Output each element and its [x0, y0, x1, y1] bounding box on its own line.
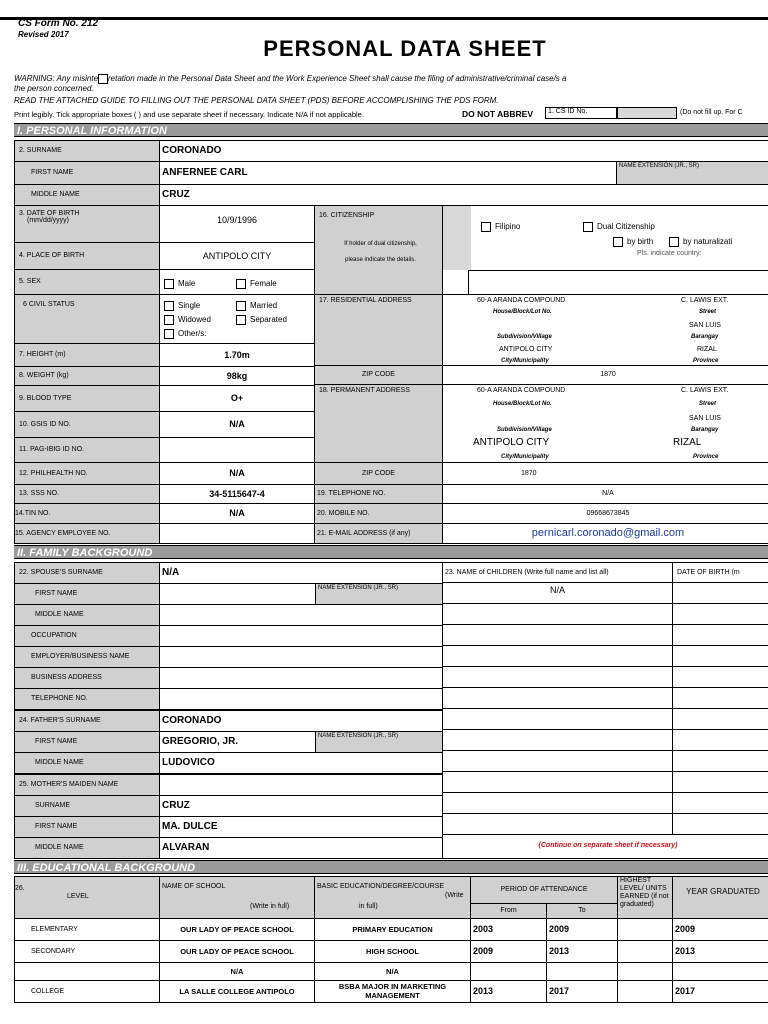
checkbox-icon[interactable]: [236, 279, 246, 289]
pob-label: 4. PLACE OF BIRTH: [14, 242, 160, 270]
in-full: in full): [359, 903, 378, 910]
checkbox-icon[interactable]: [481, 222, 491, 232]
civil-status-label: 6 CIVIL STATUS: [14, 294, 160, 344]
do-not-abbreviate: DO NOT ABBREV: [462, 109, 533, 119]
telephone-label: 19. TELEPHONE NO.: [314, 484, 443, 504]
edu-course-field[interactable]: N/A: [314, 962, 471, 981]
checkbox-icon[interactable]: [669, 237, 679, 247]
height-label: 7. HEIGHT (m): [14, 343, 160, 367]
blood-type-field[interactable]: O+: [159, 385, 315, 412]
spouse-first-name-ext-label: NAME EXTENSION (JR., SR): [315, 583, 443, 605]
father-surname-label: 24. FATHER'S SURNAME: [14, 710, 160, 732]
edu-level-field: SECONDARY: [14, 940, 160, 963]
edu-units-header: HIGHEST LEVEL/ UNITS EARNED (if not graduated): [617, 876, 673, 919]
weight-field[interactable]: 98kg: [159, 366, 315, 386]
first-name-field[interactable]: ANFERNEE CARL: [159, 161, 617, 185]
mother-first-name-label: FIRST NAME: [14, 816, 160, 838]
middle-name-label: MIDDLE NAME: [14, 184, 160, 206]
spouse-employer-field[interactable]: [159, 646, 443, 668]
edu-school-field[interactable]: OUR LADY OF PEACE SCHOOL: [159, 940, 315, 963]
middle-name-field[interactable]: CRUZ: [159, 184, 768, 206]
edu-to-field[interactable]: 2013: [546, 940, 618, 963]
sex-label: 5. SEX: [14, 269, 160, 295]
spouse-business-address-field[interactable]: [159, 667, 443, 689]
spouse-middle-name-field[interactable]: [159, 604, 443, 626]
child-dob-field[interactable]: [672, 624, 768, 646]
page-title: PERSONAL DATA SHEET: [263, 36, 547, 61]
child-dob-field[interactable]: [672, 687, 768, 709]
edu-from-field[interactable]: [470, 962, 547, 981]
residential-label: 17. RESIDENTIAL ADDRESS: [314, 294, 443, 366]
form-number: CS Form No. 212: [18, 18, 99, 29]
edu-year-field[interactable]: [672, 962, 768, 981]
top-border: [0, 17, 768, 20]
edu-from-field[interactable]: 2003: [470, 918, 547, 941]
section-education: III. EDUCATIONAL BACKGROUND: [14, 860, 768, 874]
section-personal: I. PERSONAL INFORMATION: [14, 123, 768, 137]
cs-id-field[interactable]: [617, 107, 677, 119]
child-name-field[interactable]: [442, 813, 673, 835]
father-middle-name-label: MIDDLE NAME: [14, 752, 160, 774]
mother-middle-name-label: MIDDLE NAME: [14, 837, 160, 859]
citizenship-label: 16. CITIZENSHIP If holder of dual citizenship, please indicate the details.: [314, 205, 443, 295]
pagibig-label: 11. PAG-IBIG ID NO.: [14, 437, 160, 463]
level-header: LEVEL: [67, 893, 89, 900]
tin-label: 14.TIN NO.: [14, 503, 160, 524]
spouse-middle-name-label: MIDDLE NAME: [14, 604, 160, 626]
surname-label: 2. SURNAME: [14, 140, 160, 162]
child-dob-field[interactable]: [672, 582, 768, 604]
mother-first-name-field[interactable]: MA. DULCE: [159, 816, 443, 838]
country-field[interactable]: [468, 270, 768, 295]
spouse-first-name-label: FIRST NAME: [14, 583, 160, 605]
father-first-name-label: FIRST NAME: [14, 731, 160, 753]
mobile-label: 20. MOBILE NO.: [314, 503, 443, 524]
permanent-address[interactable]: 60-A ARANDA COMPOUND C. LAWIS EXT. House/Block/Lot No. Street SAN LUIS Subdivision/Village Barangay ANTIPOLO CITY RIZAL City/Municipality Province: [442, 384, 768, 463]
spouse-surname-label: 22. SPOUSE'S SURNAME: [14, 562, 160, 584]
edu-level-field: [14, 962, 160, 981]
checkbox-icon[interactable]: [164, 301, 174, 311]
mother-surname-field[interactable]: CRUZ: [159, 795, 443, 817]
dob-field[interactable]: 10/9/1996: [159, 205, 315, 243]
edu-units-field[interactable]: [617, 980, 673, 1003]
edu-year-field[interactable]: 2017: [672, 980, 768, 1003]
write-full: (Write in full): [250, 903, 290, 910]
civil-status-field[interactable]: Single Married Widowed Separated Other/s:: [159, 294, 315, 344]
perm-zip-field[interactable]: 1870: [442, 462, 768, 485]
edu-from-field[interactable]: 2013: [470, 980, 547, 1003]
edu-year-field[interactable]: 2013: [672, 940, 768, 963]
edu-school-field[interactable]: OUR LADY OF PEACE SCHOOL: [159, 918, 315, 941]
email-label: 21. E-MAIL ADDRESS (if any): [314, 523, 443, 544]
mother-maiden-name-field[interactable]: [159, 774, 443, 796]
child-name-field[interactable]: [442, 666, 673, 688]
child-dob-field[interactable]: [672, 771, 768, 793]
philhealth-label: 12. PHILHEALTH NO.: [14, 462, 160, 485]
sex-field[interactable]: Male Female: [159, 269, 315, 295]
edu-from-field[interactable]: 2009: [470, 940, 547, 963]
edu-to-field[interactable]: 2009: [546, 918, 618, 941]
edu-units-field[interactable]: [617, 962, 673, 981]
child-dob-field[interactable]: [672, 666, 768, 688]
citizenship-options[interactable]: Filipino Dual Citizenship by birth by naturalizati Pls. indicate country:: [442, 205, 768, 270]
edu-to-field[interactable]: [546, 962, 618, 981]
continue-note: (Continue on separate sheet if necessary): [442, 834, 768, 859]
telephone-field[interactable]: N/A: [442, 484, 768, 504]
edu-year-header: YEAR GRADUATED: [672, 876, 768, 919]
res-zip-label: ZIP CODE: [314, 365, 443, 385]
agency-no-field[interactable]: [159, 523, 315, 544]
child-dob-field[interactable]: [672, 750, 768, 772]
father-first-name-field[interactable]: GREGORIO, JR.: [159, 731, 316, 753]
residential-address[interactable]: 60-A ARANDA COMPOUND C. LAWIS EXT. House/Block/Lot No. Street SAN LUIS Subdivision/Village Barangay ANTIPOLO CITY RIZAL City/Municipality Province: [442, 294, 768, 366]
edu-from-header: From: [470, 903, 547, 919]
edu-to-field[interactable]: 2017: [546, 980, 618, 1003]
spouse-occupation-field[interactable]: [159, 625, 443, 647]
print-legibly: Print legibly. Tick appropriate boxes ( ) and use separate sheet if necessary. Indicate N/A if not applicable.: [14, 110, 364, 119]
father-surname-field[interactable]: CORONADO: [159, 710, 443, 732]
warning-text-2: the person concerned.: [14, 84, 94, 93]
children-dob-header: DATE OF BIRTH (m: [672, 562, 768, 583]
perm-zip-label: ZIP CODE: [314, 462, 443, 485]
permanent-label: 18. PERMANENT ADDRESS: [314, 384, 443, 463]
child-name-field[interactable]: [442, 771, 673, 793]
child-dob-field[interactable]: [672, 708, 768, 730]
child-name-field[interactable]: [442, 603, 673, 625]
do-not-fill: (Do not fill up. For C: [680, 109, 743, 116]
child-name-field[interactable]: [442, 750, 673, 772]
checkbox-icon[interactable]: [236, 315, 246, 325]
blood-type-label: 9. BLOOD TYPE: [14, 385, 160, 412]
edu-course-header: [314, 876, 471, 919]
gsis-field[interactable]: N/A: [159, 411, 315, 438]
edu-level-header: [14, 876, 160, 919]
checkbox-icon[interactable]: [164, 329, 174, 339]
sss-label: 13. SSS NO.: [14, 484, 160, 504]
surname-field[interactable]: CORONADO: [159, 140, 768, 162]
email-field[interactable]: pernicarl.coronado@gmail.com: [442, 523, 768, 544]
edu-period-header: PERIOD OF ATTENDANCE: [470, 876, 618, 904]
mother-surname-label: SURNAME: [14, 795, 160, 817]
children-header: 23. NAME of CHILDREN (Write full name and list all): [442, 562, 673, 583]
edu-units-field[interactable]: [617, 918, 673, 941]
height-field[interactable]: 1.70m: [159, 343, 315, 367]
edu-school-field[interactable]: N/A: [159, 962, 315, 981]
edu-to-header: To: [546, 903, 618, 919]
mobile-field[interactable]: 09668673845: [442, 503, 768, 524]
mother-maiden-name-label: 25. MOTHER'S MAIDEN NAME: [14, 774, 160, 796]
child-name-field[interactable]: N/A: [442, 582, 673, 604]
edu-level-field: ELEMENTARY: [14, 918, 160, 941]
checkbox-icon[interactable]: [164, 279, 174, 289]
spouse-business-address-label: BUSINESS ADDRESS: [14, 667, 160, 689]
section-family: II. FAMILY BACKGROUND: [14, 545, 768, 559]
spouse-surname-field[interactable]: N/A: [159, 562, 443, 584]
spouse-first-name-field[interactable]: [159, 583, 316, 605]
child-name-field[interactable]: [442, 708, 673, 730]
child-name-field[interactable]: [442, 792, 673, 814]
edu-course-field[interactable]: HIGH SCHOOL: [314, 940, 471, 963]
spouse-occupation-label: OCCUPATION: [14, 625, 160, 647]
sss-field[interactable]: 34-5115647-4: [159, 484, 315, 504]
course-header: BASIC EDUCATION/DEGREE/COURSE: [317, 883, 445, 890]
father-middle-name-field[interactable]: LUDOVICO: [159, 752, 443, 774]
spouse-employer-label: EMPLOYER/BUSINESS NAME: [14, 646, 160, 668]
name-ext-label: NAME EXTENSION (JR., SR): [616, 161, 768, 185]
checkbox-icon[interactable]: [583, 222, 593, 232]
edu-units-field[interactable]: [617, 940, 673, 963]
school-header: NAME OF SCHOOL: [162, 883, 226, 890]
checkbox-icon[interactable]: [613, 237, 623, 247]
child-dob-field[interactable]: [672, 792, 768, 814]
child-dob-field[interactable]: [672, 813, 768, 835]
item-number: 26.: [15, 885, 25, 892]
edu-level-field: COLLEGE: [14, 980, 160, 1003]
course-write: (Write: [445, 892, 464, 899]
spouse-telephone-label: TELEPHONE NO.: [14, 688, 160, 710]
father-first-name-ext-label: NAME EXTENSION (JR., SR): [315, 731, 443, 753]
weight-label: 8. WEIGHT (kg): [14, 366, 160, 386]
edu-school-header: [159, 876, 315, 919]
tick-box-icon: [98, 74, 108, 84]
gsis-label: 10. GSIS ID NO.: [14, 411, 160, 438]
child-name-field[interactable]: [442, 729, 673, 751]
edu-course-field[interactable]: BSBA MAJOR IN MARKETING MANAGEMENT: [314, 980, 471, 1003]
revision: Revised 2017: [18, 30, 69, 39]
mother-middle-name-field[interactable]: ALVARAN: [159, 837, 443, 859]
warning-text: WARNING: Any misinte retation made in the Personal Data Sheet and the Work Experience Sheet shall cause the filing of administrative/criminal case/s a: [14, 74, 567, 84]
first-name-label: FIRST NAME: [14, 161, 160, 185]
child-dob-field[interactable]: [672, 603, 768, 625]
edu-course-field[interactable]: PRIMARY EDUCATION: [314, 918, 471, 941]
checkbox-icon[interactable]: [164, 315, 174, 325]
child-dob-field[interactable]: [672, 729, 768, 751]
res-zip-field[interactable]: 1870: [442, 365, 768, 385]
agency-no-label: 15. AGENCY EMPLOYEE NO.: [14, 523, 160, 544]
edu-school-field[interactable]: LA SALLE COLLEGE ANTIPOLO: [159, 980, 315, 1003]
philhealth-field[interactable]: N/A: [159, 462, 315, 485]
cs-id-label: 1. CS ID No.: [545, 107, 617, 119]
child-name-field[interactable]: [442, 687, 673, 709]
dob-label: 3. DATE OF BIRTH (mm/dd/yyyy): [14, 205, 160, 243]
child-name-field[interactable]: [442, 624, 673, 646]
edu-year-field[interactable]: 2009: [672, 918, 768, 941]
checkbox-icon[interactable]: [236, 301, 246, 311]
tin-field[interactable]: N/A: [159, 503, 315, 524]
read-guide: READ THE ATTACHED GUIDE TO FILLING OUT THE PERSONAL DATA SHEET (PDS) BEFORE ACCOMPLISHING THE PDS FORM.: [14, 96, 499, 105]
child-name-field[interactable]: [442, 645, 673, 667]
pob-field[interactable]: ANTIPOLO CITY: [159, 242, 315, 270]
pagibig-field[interactable]: [159, 437, 315, 463]
spouse-telephone-field[interactable]: [159, 688, 443, 710]
child-dob-field[interactable]: [672, 645, 768, 667]
